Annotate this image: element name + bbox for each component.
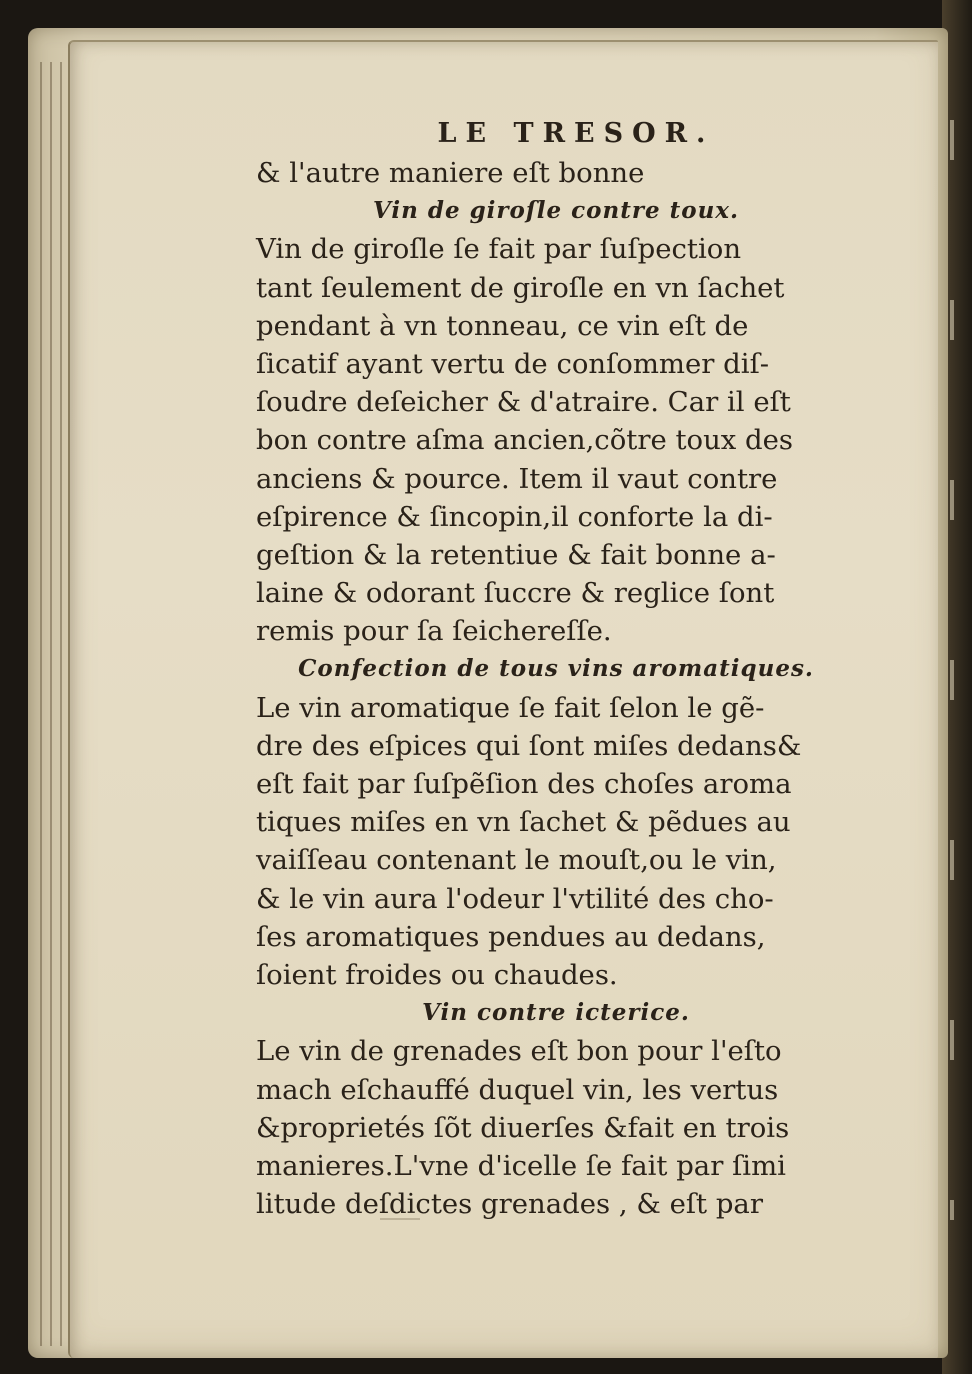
text-line: Le vin aromatique ſe fait ſelon le gẽ- [256, 691, 765, 724]
section-heading: Confection de tous vins aromatiques. [298, 655, 814, 683]
text-line: pendant à vn tonneau, ce vin eſt de [256, 309, 749, 342]
text-line: & le vin aura l'odeur l'vtilité des cho- [256, 882, 774, 915]
page-edge-line [60, 62, 62, 1346]
text-line: eſpirence & ſincopin,il conforte la di- [256, 500, 773, 533]
text-line: mach eſchauffé duquel vin, les vertus [256, 1073, 779, 1106]
text-line: eſt fait par ſuſpẽſion des choſes aroma [256, 768, 792, 800]
text-line: litude deſdictes grenades , & eſt par [256, 1188, 763, 1221]
text-line: anciens & pource. Item il vaut contre [256, 462, 778, 495]
text-line: Vin de giroſle ſe fait par ſuſpection [256, 233, 742, 266]
text-line: ſoient froides ou chaudes. [256, 958, 618, 991]
edge-marks [950, 120, 954, 1220]
text-line: ſes aromatiques pendues au dedans, [256, 920, 766, 953]
text-line: manieres.L'vne d'icelle ſe fait par ſimi [256, 1149, 786, 1182]
text-line: tant ſeulement de giroſle en vn ſachet [256, 271, 785, 304]
text-line: tiques miſes en vn ſachet & pẽdues au [256, 806, 791, 839]
page-smudge [380, 1218, 420, 1220]
page-edge-line [50, 62, 52, 1346]
text-line: laine & odorant ſuccre & reglice ſont [256, 577, 775, 610]
text-line: bon contre aſma ancien,cõtre toux des [256, 424, 794, 457]
section-heading: Vin contre icterice. [422, 999, 690, 1027]
page-text [256, 114, 856, 1223]
text-line: dre des eſpices qui ſont miſes dedans& [256, 729, 802, 762]
page-edge-line [40, 62, 42, 1346]
text-line: & l'autre maniere eſt bonne [256, 157, 645, 189]
text-line: remis pour ſa ſeichereſſe. [256, 615, 612, 648]
text-line: &proprietés ſõt diuerſes &fait en trois [256, 1111, 790, 1144]
text-line: geſtion & la retentiue & fait bonne a- [256, 538, 776, 571]
text-line: ſoudre deſeicher & d'atraire. Car il eſt [256, 386, 791, 419]
text-line: ſicatif ayant vertu de conſommer diſ- [256, 347, 770, 380]
section-heading: Vin de giroſle contre toux. [372, 197, 740, 225]
running-head: LE TRESOR. [437, 118, 715, 149]
text-line: vaiſſeau contenant le mouſt,ou le vin, [256, 844, 777, 877]
text-line: Le vin de grenades eſt bon pour l'eſto [256, 1035, 782, 1068]
